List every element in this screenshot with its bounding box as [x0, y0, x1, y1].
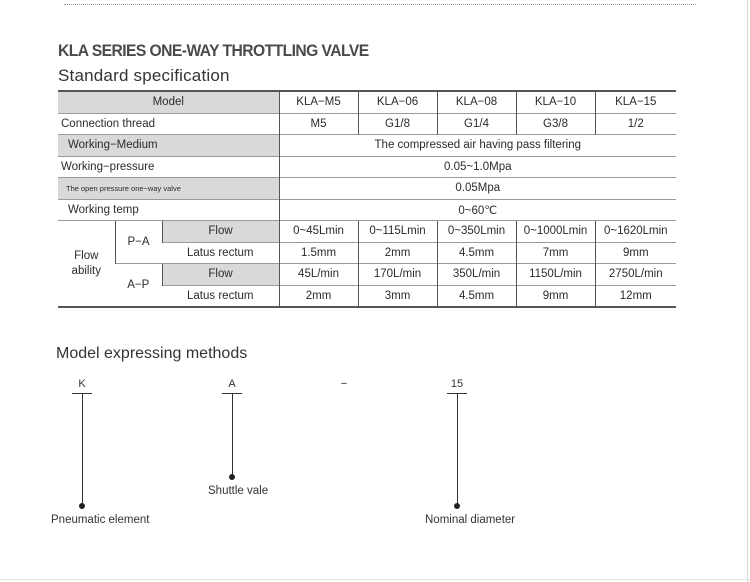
- pa-flow-cell: 0~1000Lmin: [516, 221, 595, 243]
- flow-label: Flow: [162, 221, 279, 243]
- model-cell: KLA−15: [595, 91, 676, 113]
- code-k: K: [78, 378, 86, 390]
- right-edge-line: [747, 0, 748, 582]
- ap-latus-cell: 4.5mm: [437, 285, 516, 307]
- ap-latus-cell: 2mm: [279, 285, 358, 307]
- connection-label: Connection thread: [58, 113, 279, 135]
- pa-flow-cell: 0~115Lmin: [358, 221, 437, 243]
- model-expressing-title: Model expressing methods: [56, 345, 248, 362]
- ap-flow-cell: 350L/min: [437, 264, 516, 286]
- open-pressure-label: The open pressure one−way valve: [58, 178, 279, 200]
- flow-ability-line1: Flow: [74, 249, 99, 262]
- model-cell: KLA−M5: [279, 91, 358, 113]
- spec-table: [58, 90, 676, 308]
- latus-label: Latus rectum: [162, 242, 279, 264]
- code-15-dot: [454, 503, 460, 509]
- pa-latus-cell: 1.5mm: [279, 242, 358, 264]
- flow-ability-label: [58, 221, 115, 308]
- code-a-leader: [232, 393, 233, 477]
- caption-shuttle-vale: Shuttle vale: [208, 485, 269, 497]
- code-k-dot: [79, 503, 85, 509]
- pa-latus-cell: 2mm: [358, 242, 437, 264]
- ap-flow-row: [58, 264, 676, 286]
- ap-flow-cell: 45L/min: [279, 264, 358, 286]
- flow-ability-line2: ability: [71, 264, 101, 277]
- code-dash: −: [340, 378, 348, 390]
- code-k-leader: [82, 393, 83, 506]
- pressure-value: 0.05~1.0Mpa: [279, 156, 676, 178]
- medium-value: The compressed air having pass filtering: [279, 135, 676, 157]
- ap-label: A−P: [115, 264, 162, 308]
- pa-flow-cell: 0~1620Lmin: [595, 221, 676, 243]
- pa-label: P−A: [115, 221, 162, 264]
- pressure-row: [58, 156, 676, 178]
- temp-label: Working temp: [58, 199, 279, 221]
- ap-latus-cell: 3mm: [358, 285, 437, 307]
- pa-latus-cell: 7mm: [516, 242, 595, 264]
- temp-row: [58, 199, 676, 221]
- model-row: [58, 91, 676, 113]
- open-pressure-row: [58, 178, 676, 200]
- ap-latus-cell: 12mm: [595, 285, 676, 307]
- code-a-dot: [229, 474, 235, 480]
- pa-flow-row: [58, 221, 676, 243]
- model-label: Model: [58, 91, 279, 113]
- code-a: A: [228, 378, 236, 390]
- model-cell: KLA−08: [437, 91, 516, 113]
- pressure-label: Working−pressure: [58, 156, 279, 178]
- ap-latus-cell: 9mm: [516, 285, 595, 307]
- standard-spec-title: Standard specification: [58, 66, 230, 85]
- medium-row: [58, 135, 676, 157]
- caption-pneumatic-element: Pneumatic element: [51, 514, 150, 526]
- pa-latus-cell: 4.5mm: [437, 242, 516, 264]
- temp-value: 0~60℃: [279, 199, 676, 221]
- code-15: 15: [450, 378, 464, 390]
- bottom-edge-line: [0, 579, 750, 580]
- connection-cell: M5: [279, 113, 358, 135]
- latus-label: Latus rectum: [162, 285, 279, 307]
- ap-flow-cell: 2750L/min: [595, 264, 676, 286]
- connection-cell: 1/2: [595, 113, 676, 135]
- model-cell: KLA−10: [516, 91, 595, 113]
- caption-nominal-diameter: Nominal diameter: [425, 514, 516, 526]
- code-15-leader: [457, 393, 458, 506]
- top-dotted-rule: [64, 4, 696, 5]
- open-pressure-value: 0.05Mpa: [279, 178, 676, 200]
- flow-label: Flow: [162, 264, 279, 286]
- ap-flow-cell: 1150L/min: [516, 264, 595, 286]
- ap-flow-cell: 170L/min: [358, 264, 437, 286]
- series-title: KLA SERIES ONE-WAY THROTTLING VALVE: [58, 41, 369, 60]
- connection-cell: G1/4: [437, 113, 516, 135]
- medium-label: Working−Medium: [58, 135, 279, 157]
- pa-latus-cell: 9mm: [595, 242, 676, 264]
- connection-cell: G3/8: [516, 113, 595, 135]
- pa-flow-cell: 0~45Lmin: [279, 221, 358, 243]
- connection-row: [58, 113, 676, 135]
- connection-cell: G1/8: [358, 113, 437, 135]
- model-cell: KLA−06: [358, 91, 437, 113]
- pa-flow-cell: 0~350Lmin: [437, 221, 516, 243]
